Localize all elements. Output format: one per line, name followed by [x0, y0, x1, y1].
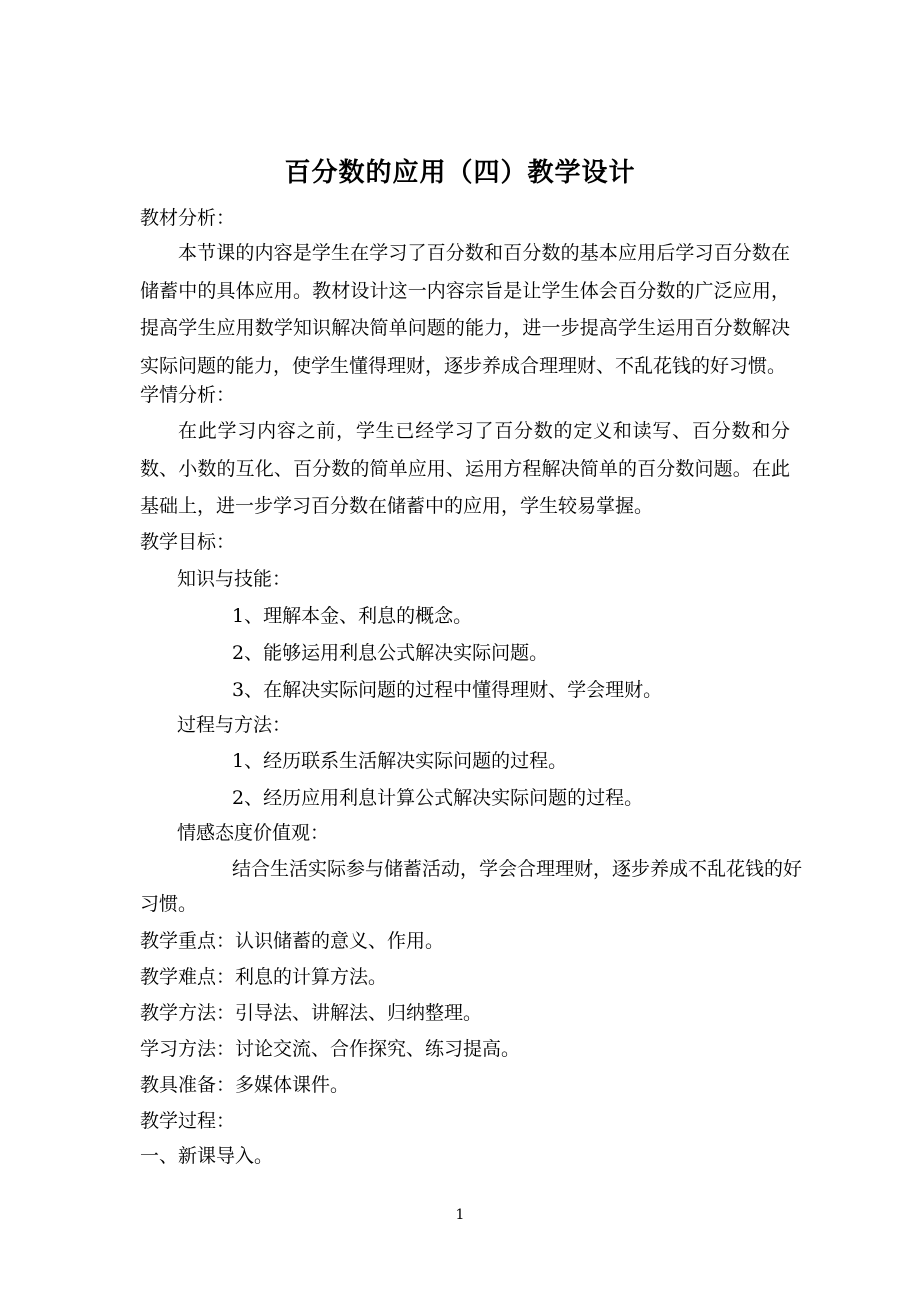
- knowledge-item-1: 1、理解本金、利息的概念。: [232, 605, 473, 627]
- student-analysis-heading: 学情分析：: [140, 384, 236, 406]
- learning-method-line: 学习方法：讨论交流、合作探究、练习提高。: [140, 1038, 521, 1060]
- material-analysis-paragraph: 本节课的内容是学生在学习了百分数和百分数的基本应用后学习百分数在储蓄中的具体应用。教材设计这一内容宗旨是让学生体会百分数的广泛应用，提高学生应用数学知识解决简单问题的能力，进一步提高学生运用百分数解决实际问题的能力，使学生懂得理财，逐步养成合理理财、不乱花钱的好习惯。: [140, 242, 790, 377]
- page-number: 1: [455, 1207, 465, 1223]
- materials-line: 教具准备：多媒体课件。: [140, 1074, 350, 1096]
- emotion-heading: 情感态度价值观：: [177, 822, 330, 844]
- process-method-heading: 过程与方法：: [177, 714, 292, 736]
- process-heading: 教学过程：: [140, 1110, 236, 1132]
- knowledge-item-2: 2、能够运用利息公式解决实际问题。: [232, 642, 549, 664]
- process-item-1: 1、经历联系生活解决实际问题的过程。: [232, 750, 568, 772]
- teaching-method-line: 教学方法：引导法、讲解法、归纳整理。: [140, 1002, 483, 1024]
- knowledge-skills-heading: 知识与技能：: [177, 568, 292, 590]
- material-analysis-heading: 教材分析：: [140, 207, 236, 229]
- emotion-line-1: 结合生活实际参与储蓄活动，学会合理理财，逐步养成不乱花钱的好: [232, 858, 803, 880]
- difficult-point-line: 教学难点：利息的计算方法。: [140, 966, 388, 988]
- key-point-line: 教学重点：认识储蓄的意义、作用。: [140, 930, 445, 952]
- objectives-heading: 教学目标：: [140, 531, 236, 553]
- student-analysis-paragraph: 在此学习内容之前，学生已经学习了百分数的定义和读写、百分数和分数、小数的互化、百分数的简单应用、运用方程解决简单的百分数问题。在此基础上，进一步学习百分数在储蓄中的应用，学生较易掌握。: [140, 420, 790, 517]
- process-step-1: 一、新课导入。: [140, 1145, 274, 1167]
- emotion-line-2: 习惯。: [140, 893, 198, 915]
- process-item-2: 2、经历应用利息计算公式解决实际问题的过程。: [232, 787, 644, 809]
- document-title: 百分数的应用（四）教学设计: [284, 158, 636, 188]
- knowledge-item-3: 3、在解决实际问题的过程中懂得理财、学会理财。: [232, 679, 663, 701]
